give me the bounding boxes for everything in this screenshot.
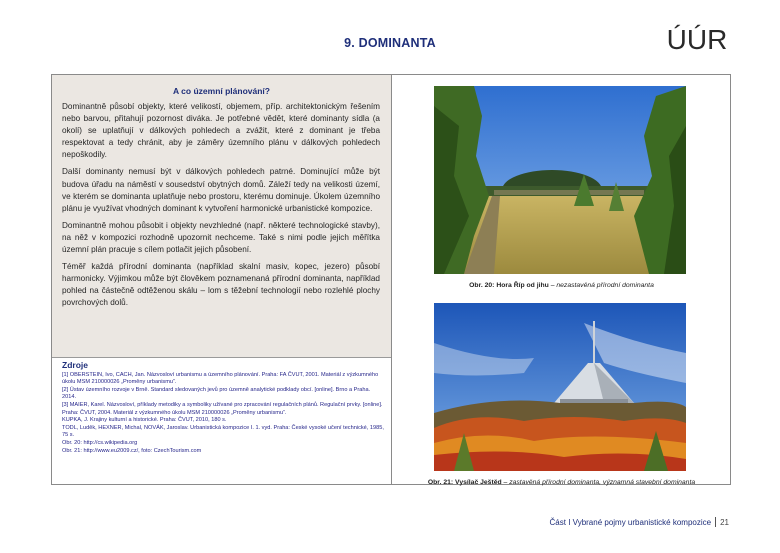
- paragraph: Dominantně působí objekty, které velikostí, objemem, příp. architektonickým řešením nebo barvou, přitahují pozornost diváka. Je potřebné vědět, které dominanty sídla (a okolí) se uplatňují v dálkových pohledech a zvážit, které z dominant je třeba respektovat a tedy chránit, aby je záměry územního plánu v dálkových pohledech nepoškodily.: [62, 102, 380, 160]
- photo-rip-hill: [434, 86, 686, 274]
- source-item: [2] Ústav územního rozvoje v Brně. Standard sledovaných jevů pro územně analytické podklady obcí. [online]. Brno a Praha. 2014.: [62, 386, 371, 401]
- paragraph: Téměř každá přírodní dominanta (například skalní masiv, kopec, jezero) působí harmonicky. Výjimkou může být člověkem poznamenaná přírodní dominanta, například pohled na částečně odtěženou skálu – lom s těžební technologií nebo rozlehlé plochy povrchových dolů.: [62, 262, 380, 308]
- page-footer: [550, 517, 729, 527]
- section-heading: A co územní plánování?: [173, 86, 270, 96]
- figure-description: – nezastavěná přírodní dominanta: [548, 282, 654, 289]
- source-item: TODL, Luděk, HEXNER, Michal, NOVÁK, Jaroslav. Urbanistická kompozice I. 1. vyd. Praha: České vysoké učení technické, 1985, 75 s.: [62, 424, 384, 439]
- page-number: 21: [720, 518, 729, 527]
- source-item: [3] MAIER, Karel. Názvosloví, příklady metodiky a symboliky užívané pro zpracování regulačních plánů. Regulační prvky. [online]. Praha: ČVUT, 2004. Materiál z výzkumného úkolu MSM 210000026 „Proměny urbanismu“.: [62, 401, 383, 416]
- figure-20-caption: [392, 282, 731, 289]
- source-item: KUPKA, J. Krajiny kulturní a historické. Praha: ČVUT, 2010, 180 s.: [62, 417, 227, 424]
- source-item: [1] OBERSTEIN, Ivo, CACH, Jan. Názvosloví urbanismu a územního plánování. Praha: FA ČVUT, 2001. Materiál z výzkumného úkolu MSM 210000026 „Proměny urbanismu“.: [62, 371, 379, 386]
- paragraph: Další dominanty nemusí být v dálkových pohledech patrné. Dominující může být budova úřadu na náměstí v sousedství obytných domů. Záleží tedy na velikosti území, ve kterém se dominanta uplatňuje nebo prostoru, kterému dominuje. Úkolem územního plánu je využívat vhodných dominant k vytvoření harmonické urbanistické kompozice.: [62, 167, 380, 213]
- uur-logo: [663, 22, 731, 56]
- logo-text: ÚÚR: [666, 24, 728, 55]
- source-item: Obr. 21: http://www.eu2009.cz/, foto: CzechTourism.com: [62, 447, 202, 454]
- photo-jested-tower: [434, 303, 686, 471]
- footer-separator: [715, 517, 716, 527]
- figure-label: Obr. 21: Vysílač Ještěd: [427, 479, 502, 486]
- page-title: 9. DOMINANTA: [344, 36, 436, 50]
- body-text: [62, 101, 380, 315]
- source-item: Obr. 20: http://cs.wikipedia.org: [62, 439, 138, 446]
- paragraph: Dominantně mohou působit i objekty nevzhledné (např. některé technologické stavby), na něž v kompozici rozhodně upozornit nechceme. Také s nimi podle jejich měřítka územní plán pracuje s cílem potlačit jejich působení.: [62, 220, 380, 255]
- figure-description: – zastavěná přírodní dominanta, významná stavební dominanta: [501, 479, 696, 486]
- sources-list: [62, 362, 384, 455]
- footer-part-title: Část I Vybrané pojmy urbanistické kompozice: [549, 518, 712, 527]
- sources-title: Zdroje: [62, 360, 88, 370]
- figure-21-caption: [392, 479, 731, 486]
- figure-label: Obr. 20: Hora Říp od jihu: [469, 282, 549, 289]
